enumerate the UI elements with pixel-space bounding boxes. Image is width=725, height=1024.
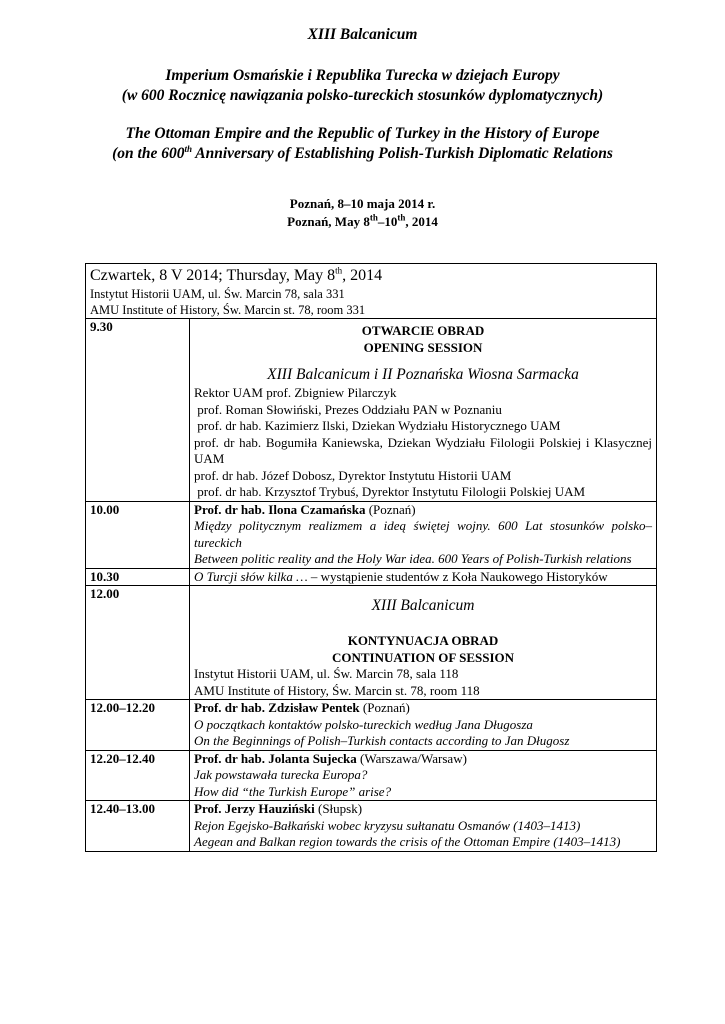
day-title xyxy=(90,264,652,286)
speaker-affiliation: (Warszawa/Warsaw) xyxy=(356,750,467,766)
content-cell xyxy=(190,700,657,751)
english-title-line-1: The Ottoman Empire and the Republic of Turkey in the History of Europe xyxy=(125,125,600,142)
speaker xyxy=(194,801,652,818)
english-date-part-a: Poznań, May 8 xyxy=(287,214,370,229)
speaker-line-1: Rektor UAM prof. Zbigniew Pilarczyk xyxy=(194,385,397,400)
time-cell: 10.00 xyxy=(86,501,190,568)
speaker-name: Prof. Jerzy Hauziński xyxy=(194,801,315,816)
english-title-part-a: (on the 600 xyxy=(112,145,185,162)
table-row xyxy=(86,586,657,700)
content-cell xyxy=(190,586,657,700)
table-row xyxy=(86,750,657,801)
speaker xyxy=(194,751,652,768)
talk-title-en: Aegean and Balkan region towards the crisis of the Ottoman Empire (1403–1413) xyxy=(194,834,621,849)
speaker-line-4: prof. dr hab. Bogumiła Kaniewska, Dziekan Wydziału Filologii Polskiej i Klasycznej UAM xyxy=(194,434,652,466)
content-cell xyxy=(190,750,657,801)
section-title: XIII Balcanicum i II Poznańska Wiosna Sarmacka xyxy=(267,366,579,383)
english-title-line-2 xyxy=(0,144,725,164)
section-title: XIII Balcanicum xyxy=(371,597,475,614)
talk-title-en: How did “the Turkish Europe” arise? xyxy=(194,783,392,799)
table-row xyxy=(86,568,657,586)
opening-label-pl: OTWARCIE OBRAD xyxy=(361,323,485,338)
content-cell xyxy=(190,319,657,502)
time-cell: 12.00 xyxy=(86,586,190,700)
polish-title-line-1: Imperium Osmańskie i Republika Turecka w dziejach Europy xyxy=(165,67,560,84)
content-cell xyxy=(190,801,657,852)
polish-title xyxy=(0,66,725,106)
conference-title: XIII Balcanicum xyxy=(307,26,418,43)
speaker-line-3: prof. dr hab. Kazimierz Ilski, Dziekan Wydziału Historycznego UAM xyxy=(194,418,561,433)
talk-title-pl: O początkach kontaktów polsko-tureckich według Jana Długosza xyxy=(194,716,533,732)
opening-label-en: OPENING SESSION xyxy=(363,339,483,355)
speaker-affiliation: (Słupsk) xyxy=(314,801,363,816)
table-row xyxy=(86,319,657,502)
day-header-row xyxy=(86,264,657,319)
talk-title-pl: Rejon Egejsko-Bałkański wobec kryzysu sułtanatu Osmanów (1403–1413) xyxy=(194,817,581,833)
continuation-label-en: CONTINUATION OF SESSION xyxy=(331,649,515,665)
english-title xyxy=(0,124,725,164)
time-cell: 9.30 xyxy=(86,319,190,502)
talk-title: O Turcji słów kilka … xyxy=(194,568,308,584)
day-location-en: AMU Institute of History, Św. Marcin st. 78, room 331 xyxy=(90,303,366,317)
table-row xyxy=(86,801,657,852)
speaker xyxy=(194,700,652,717)
english-date-sup-2: th xyxy=(397,212,406,223)
talk-title-pl: Jak powstawała turecka Europa? xyxy=(194,767,368,782)
speaker-name: Prof. dr hab. Zdzisław Pentek xyxy=(194,700,360,715)
day-title-part-a: Czwartek, 8 V 2014; Thursday, May 8 xyxy=(90,267,336,284)
location-en: AMU Institute of History, Św. Marcin st. 78, room 118 xyxy=(194,682,480,698)
time-cell: 10.30 xyxy=(86,568,190,586)
day-location-pl: Instytut Historii UAM, ul. Św. Marcin 78, sala 331 xyxy=(90,287,345,301)
talk-title-en: On the Beginnings of Polish–Turkish contacts according to Jan Długosz xyxy=(194,733,570,748)
program-table xyxy=(85,263,657,852)
time-cell: 12.40–13.00 xyxy=(86,801,190,852)
content-cell xyxy=(190,568,657,586)
speaker-name: Prof. dr hab. Jolanta Sujecka xyxy=(194,750,357,766)
day-header-cell xyxy=(86,264,657,319)
polish-date: Poznań, 8–10 maja 2014 r. xyxy=(289,196,436,211)
location-pl: Instytut Historii UAM, ul. Św. Marcin 78, sala 118 xyxy=(194,666,459,681)
english-title-sup: th xyxy=(184,143,192,154)
content-cell xyxy=(190,501,657,568)
table-row xyxy=(86,501,657,568)
table-row xyxy=(86,700,657,751)
speaker-affiliation: (Poznań) xyxy=(365,501,416,517)
speaker xyxy=(194,502,652,519)
speaker-line-5: prof. dr hab. Józef Dobosz, Dyrektor Instytutu Historii UAM xyxy=(194,467,512,483)
talk-description: – wystąpienie studentów z Koła Naukowego Historyków xyxy=(307,568,608,584)
english-date-part-c: , 2014 xyxy=(405,214,438,229)
speaker-name: Prof. dr hab. Ilona Czamańska xyxy=(194,501,366,517)
talk-title-en: Between politic reality and the Holy War idea. 600 Years of Polish-Turkish relations xyxy=(194,551,632,566)
english-date xyxy=(0,214,725,230)
english-title-part-b: Anniversary of Establishing Polish-Turkish Diplomatic Relations xyxy=(191,145,613,162)
english-date-sup-1: th xyxy=(369,212,378,223)
time-cell: 12.20–12.40 xyxy=(86,750,190,801)
speaker-affiliation: (Poznań) xyxy=(359,700,410,715)
speaker-line-6: prof. dr hab. Krzysztof Trybuś, Dyrektor Instytutu Filologii Polskiej UAM xyxy=(194,484,586,499)
talk-title-pl: Między politycznym realizmem a ideą świętej wojny. 600 Lat stosunków polsko–tureckich xyxy=(194,518,652,550)
day-title-part-b: , 2014 xyxy=(342,267,383,284)
polish-title-line-2: (w 600 Rocznicę nawiązania polsko-tureckich stosunków dyplomatycznych) xyxy=(121,87,604,104)
speaker-line-2: prof. Roman Słowiński, Prezes Oddziału PAN w Poznaniu xyxy=(194,401,502,417)
continuation-label-pl: KONTYNUACJA OBRAD xyxy=(347,633,499,648)
english-date-part-b: –10 xyxy=(377,214,398,229)
day-title-sup: th xyxy=(335,265,343,276)
time-cell: 12.00–12.20 xyxy=(86,700,190,751)
